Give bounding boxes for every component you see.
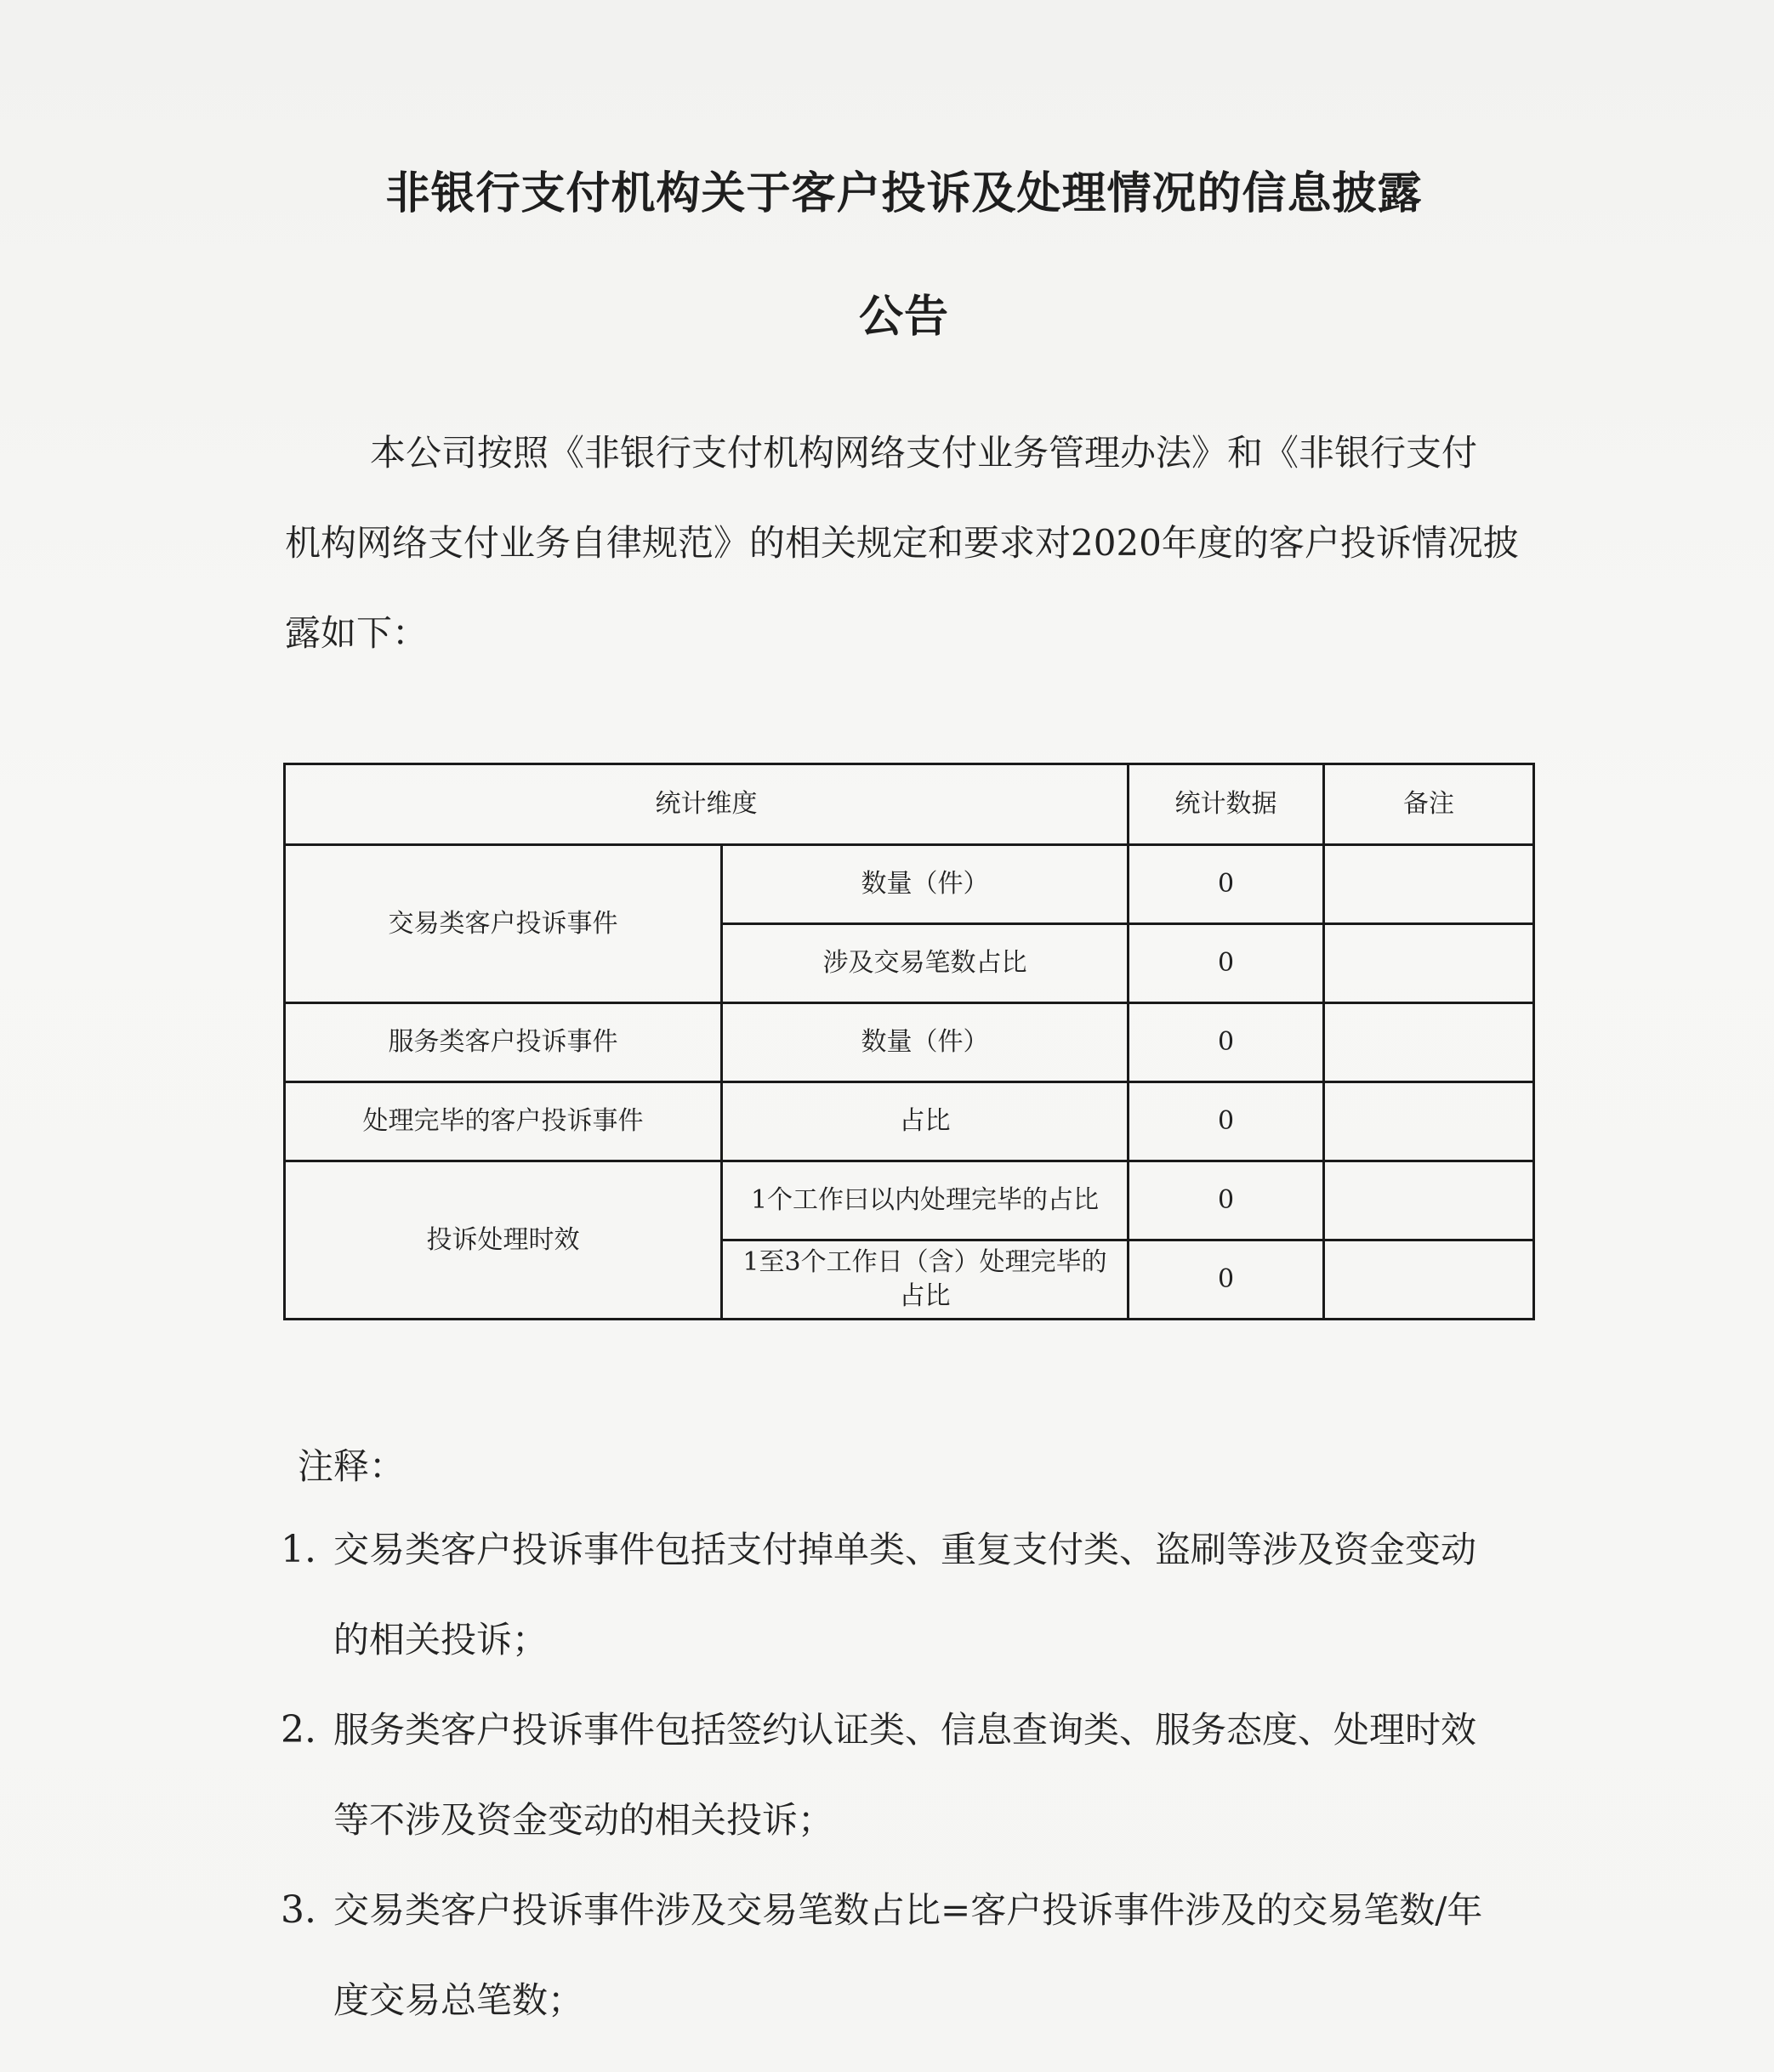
- value-cell: 0: [1129, 1082, 1324, 1161]
- note-item: [281, 1505, 1539, 1685]
- remark-cell: [1324, 1161, 1534, 1240]
- metric-cell: 涉及交易笔数占比: [722, 924, 1129, 1003]
- intro-paragraph: [285, 408, 1531, 678]
- category-cell: 服务类客户投诉事件: [285, 1003, 722, 1082]
- remark-cell: [1324, 924, 1534, 1003]
- value-cell: 0: [1129, 845, 1324, 924]
- value-cell: 0: [1129, 1240, 1324, 1320]
- remark-cell: [1324, 1003, 1534, 1082]
- metric-cell: 数量（件）: [722, 1003, 1129, 1082]
- note-number: 1.: [281, 1528, 316, 1571]
- remark-cell: [1324, 1240, 1534, 1320]
- metric-cell: 数量（件）: [722, 845, 1129, 924]
- note-line: 等不涉及资金变动的相关投诉；: [333, 1799, 834, 1841]
- notes-list: [281, 1505, 1539, 2046]
- document-subtitle: 公告: [858, 291, 949, 343]
- category-cell: 投诉处理时效: [285, 1161, 722, 1320]
- note-number: 3.: [281, 1888, 316, 1932]
- intro-line-3: 露如下：: [285, 612, 429, 654]
- header-remarks: 备注: [1324, 764, 1534, 845]
- table-row: [285, 1082, 1534, 1161]
- table-row: [285, 1003, 1534, 1082]
- note-number: 2.: [281, 1708, 316, 1751]
- note-item: [281, 1685, 1539, 1865]
- header-data: 统计数据: [1129, 764, 1324, 845]
- remark-cell: [1324, 1082, 1534, 1161]
- value-cell: 0: [1129, 1003, 1324, 1082]
- category-cell: 交易类客户投诉事件: [285, 845, 722, 1003]
- table-row: [285, 1161, 1534, 1240]
- value-cell: 0: [1129, 924, 1324, 1003]
- note-line: 交易类客户投诉事件涉及交易笔数占比=客户投诉事件涉及的交易笔数/年: [333, 1889, 1483, 1931]
- category-cell: 处理完毕的客户投诉事件: [285, 1082, 722, 1161]
- header-dimension: 统计维度: [285, 764, 1129, 845]
- intro-line-1: 本公司按照《非银行支付机构网络支付业务管理办法》和《非银行支付: [370, 432, 1478, 474]
- value-cell: 0: [1129, 1161, 1324, 1240]
- intro-line-2: 机构网络支付业务自律规范》的相关规定和要求对2020年度的客户投诉情况披: [285, 522, 1519, 564]
- note-item: [281, 1865, 1539, 2046]
- statistics-table: [283, 763, 1535, 1320]
- metric-line-1: 1至3个工作日（含）处理完毕的: [742, 1247, 1107, 1277]
- document-title: 非银行支付机构关于客户投诉及处理情况的信息披露: [385, 167, 1423, 219]
- metric-line-2: 占比: [899, 1281, 951, 1311]
- metric-cell: [722, 1240, 1129, 1320]
- notes-label: 注释：: [298, 1445, 406, 1487]
- note-line: 的相关投诉；: [333, 1619, 549, 1660]
- remark-cell: [1324, 845, 1534, 924]
- note-line: 度交易总笔数；: [333, 1979, 584, 2021]
- note-line: 服务类客户投诉事件包括签约认证类、信息查询类、服务态度、处理时效: [333, 1709, 1477, 1751]
- metric-cell: 占比: [722, 1082, 1129, 1161]
- note-line: 交易类客户投诉事件包括支付掉单类、重复支付类、盗刷等涉及资金变动: [333, 1529, 1477, 1570]
- metric-cell: 1个工作曰以内处理完毕的占比: [722, 1161, 1129, 1240]
- table-header-row: [285, 764, 1534, 845]
- table-row: [285, 845, 1534, 924]
